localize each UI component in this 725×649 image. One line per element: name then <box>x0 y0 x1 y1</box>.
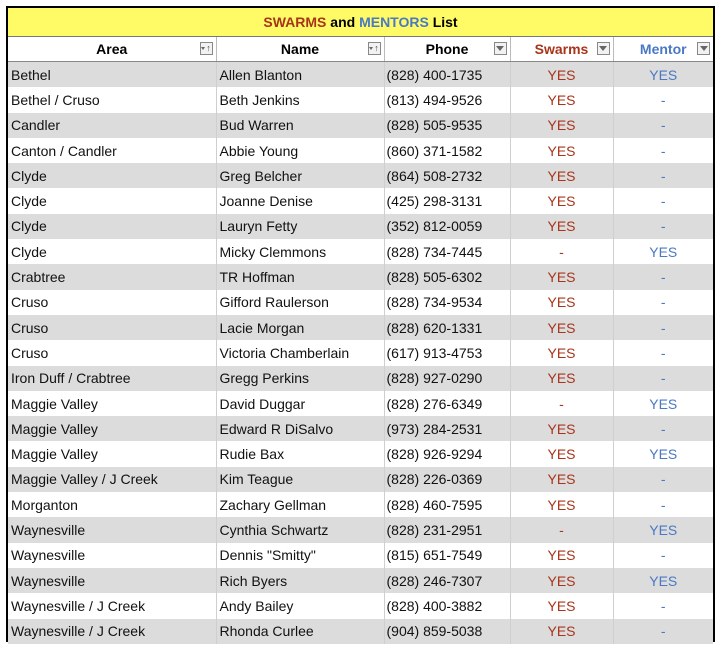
cell-mentor: - <box>613 113 713 138</box>
table-row <box>8 62 713 88</box>
cell-phone: (828) 400-1735 <box>384 62 510 88</box>
cell-area: Bethel <box>8 62 216 88</box>
cell-area: Canton / Candler <box>8 138 216 163</box>
cell-name: Kim Teague <box>216 467 384 492</box>
cell-area: Waynesville <box>8 517 216 542</box>
dropdown-arrow-icon[interactable] <box>697 42 710 55</box>
cell-swarms: YES <box>510 62 613 88</box>
cell-area: Iron Duff / Crabtree <box>8 366 216 391</box>
cell-area: Cruso <box>8 340 216 365</box>
contacts-table <box>8 37 713 644</box>
cell-phone: (828) 231-2951 <box>384 517 510 542</box>
cell-phone: (828) 400-3882 <box>384 593 510 618</box>
cell-mentor: YES <box>613 62 713 88</box>
column-header-mentor-label: Mentor <box>639 41 687 57</box>
cell-phone: (828) 460-7595 <box>384 492 510 517</box>
title-mentors: MENTORS <box>359 14 429 30</box>
cell-name: Lauryn Fetty <box>216 214 384 239</box>
cell-phone: (828) 505-6302 <box>384 264 510 289</box>
cell-name: David Duggar <box>216 391 384 416</box>
cell-swarms: YES <box>510 290 613 315</box>
cell-mentor: - <box>613 264 713 289</box>
cell-name: Micky Clemmons <box>216 239 384 264</box>
cell-swarms: YES <box>510 340 613 365</box>
cell-area: Clyde <box>8 214 216 239</box>
cell-area: Clyde <box>8 163 216 188</box>
cell-phone: (828) 620-1331 <box>384 315 510 340</box>
table-row <box>8 87 713 112</box>
cell-swarms: YES <box>510 138 613 163</box>
header-row <box>8 37 713 62</box>
cell-name: Gregg Perkins <box>216 366 384 391</box>
table-row <box>8 593 713 618</box>
cell-name: Zachary Gellman <box>216 492 384 517</box>
column-header-area-label: Area <box>96 41 128 57</box>
table-row <box>8 163 713 188</box>
cell-mentor: - <box>613 315 713 340</box>
column-header-phone-label: Phone <box>425 41 469 57</box>
column-header-mentor <box>613 37 713 62</box>
cell-area: Maggie Valley <box>8 416 216 441</box>
cell-name: Allen Blanton <box>216 62 384 88</box>
title-list: List <box>428 14 458 30</box>
table-row <box>8 138 713 163</box>
cell-swarms: YES <box>510 188 613 213</box>
cell-name: Dennis "Smitty" <box>216 543 384 568</box>
cell-swarms: YES <box>510 593 613 618</box>
cell-name: Rich Byers <box>216 568 384 593</box>
cell-phone: (352) 812-0059 <box>384 214 510 239</box>
cell-name: Edward R DiSalvo <box>216 416 384 441</box>
cell-phone: (828) 926-9294 <box>384 441 510 466</box>
cell-mentor: YES <box>613 239 713 264</box>
table-row <box>8 188 713 213</box>
cell-swarms: YES <box>510 163 613 188</box>
cell-swarms: YES <box>510 113 613 138</box>
cell-swarms: YES <box>510 492 613 517</box>
table-row <box>8 315 713 340</box>
cell-mentor: YES <box>613 391 713 416</box>
table-row <box>8 264 713 289</box>
cell-name: Rhonda Curlee <box>216 619 384 644</box>
cell-name: Lacie Morgan <box>216 315 384 340</box>
cell-mentor: - <box>613 416 713 441</box>
table-row <box>8 366 713 391</box>
title-and: and <box>326 14 360 30</box>
cell-name: Cynthia Schwartz <box>216 517 384 542</box>
cell-name: Abbie Young <box>216 138 384 163</box>
cell-swarms: YES <box>510 543 613 568</box>
table-row <box>8 492 713 517</box>
sort-ascending-filter-icon[interactable]: ↑ <box>200 42 213 55</box>
column-header-area <box>8 37 216 62</box>
cell-mentor: YES <box>613 441 713 466</box>
cell-area: Morganton <box>8 492 216 517</box>
cell-name: Joanne Denise <box>216 188 384 213</box>
cell-phone: (617) 913-4753 <box>384 340 510 365</box>
cell-mentor: - <box>613 163 713 188</box>
cell-swarms: - <box>510 517 613 542</box>
cell-phone: (828) 505-9535 <box>384 113 510 138</box>
cell-mentor: - <box>613 492 713 517</box>
table-row <box>8 214 713 239</box>
cell-area: Clyde <box>8 239 216 264</box>
cell-name: Victoria Chamberlain <box>216 340 384 365</box>
cell-name: Gifford Raulerson <box>216 290 384 315</box>
table-row <box>8 441 713 466</box>
cell-area: Maggie Valley <box>8 391 216 416</box>
cell-mentor: YES <box>613 568 713 593</box>
table-row <box>8 340 713 365</box>
cell-phone: (828) 927-0290 <box>384 366 510 391</box>
cell-area: Maggie Valley <box>8 441 216 466</box>
cell-phone: (860) 371-1582 <box>384 138 510 163</box>
cell-name: TR Hoffman <box>216 264 384 289</box>
cell-mentor: - <box>613 138 713 163</box>
cell-phone: (815) 651-7549 <box>384 543 510 568</box>
column-header-name <box>216 37 384 62</box>
cell-area: Cruso <box>8 315 216 340</box>
cell-area: Waynesville / J Creek <box>8 619 216 644</box>
cell-swarms: YES <box>510 441 613 466</box>
column-header-swarms-label: Swarms <box>534 41 589 57</box>
cell-name: Bud Warren <box>216 113 384 138</box>
cell-mentor: - <box>613 467 713 492</box>
title-swarms: SWARMS <box>263 14 327 30</box>
cell-phone: (828) 734-7445 <box>384 239 510 264</box>
cell-area: Waynesville <box>8 568 216 593</box>
cell-mentor: - <box>613 593 713 618</box>
table-row <box>8 568 713 593</box>
table-row <box>8 543 713 568</box>
cell-area: Waynesville <box>8 543 216 568</box>
column-header-phone <box>384 37 510 62</box>
cell-area: Candler <box>8 113 216 138</box>
table-row <box>8 517 713 542</box>
cell-name: Beth Jenkins <box>216 87 384 112</box>
cell-name: Rudie Bax <box>216 441 384 466</box>
cell-name: Greg Belcher <box>216 163 384 188</box>
cell-phone: (828) 226-0369 <box>384 467 510 492</box>
cell-phone: (828) 276-6349 <box>384 391 510 416</box>
cell-phone: (864) 508-2732 <box>384 163 510 188</box>
cell-swarms: YES <box>510 315 613 340</box>
cell-swarms: YES <box>510 366 613 391</box>
cell-area: Cruso <box>8 290 216 315</box>
column-header-name-label: Name <box>280 41 320 57</box>
cell-swarms: YES <box>510 264 613 289</box>
table-row <box>8 416 713 441</box>
cell-mentor: - <box>613 619 713 644</box>
cell-swarms: YES <box>510 214 613 239</box>
cell-mentor: - <box>613 340 713 365</box>
table-row <box>8 391 713 416</box>
cell-phone: (813) 494-9526 <box>384 87 510 112</box>
cell-swarms: YES <box>510 568 613 593</box>
cell-phone: (828) 734-9534 <box>384 290 510 315</box>
sheet-title <box>8 8 713 37</box>
cell-mentor: YES <box>613 517 713 542</box>
table-row <box>8 290 713 315</box>
table-row <box>8 467 713 492</box>
dropdown-arrow-icon[interactable] <box>494 42 507 55</box>
cell-swarms: YES <box>510 416 613 441</box>
cell-area: Crabtree <box>8 264 216 289</box>
cell-mentor: - <box>613 543 713 568</box>
cell-swarms: - <box>510 391 613 416</box>
table-row <box>8 113 713 138</box>
table-row <box>8 619 713 644</box>
cell-swarms: YES <box>510 619 613 644</box>
cell-mentor: - <box>613 188 713 213</box>
cell-mentor: - <box>613 87 713 112</box>
column-header-swarms <box>510 37 613 62</box>
dropdown-arrow-icon[interactable] <box>597 42 610 55</box>
swarms-mentors-sheet <box>6 6 715 642</box>
cell-area: Bethel / Cruso <box>8 87 216 112</box>
cell-phone: (973) 284-2531 <box>384 416 510 441</box>
cell-area: Clyde <box>8 188 216 213</box>
cell-swarms: YES <box>510 467 613 492</box>
cell-phone: (425) 298-3131 <box>384 188 510 213</box>
cell-area: Waynesville / J Creek <box>8 593 216 618</box>
cell-swarms: - <box>510 239 613 264</box>
cell-name: Andy Bailey <box>216 593 384 618</box>
table-row <box>8 239 713 264</box>
cell-mentor: - <box>613 290 713 315</box>
cell-mentor: - <box>613 366 713 391</box>
cell-phone: (904) 859-5038 <box>384 619 510 644</box>
cell-mentor: - <box>613 214 713 239</box>
sort-ascending-filter-icon[interactable]: ↑ <box>368 42 381 55</box>
cell-swarms: YES <box>510 87 613 112</box>
cell-area: Maggie Valley / J Creek <box>8 467 216 492</box>
cell-phone: (828) 246-7307 <box>384 568 510 593</box>
